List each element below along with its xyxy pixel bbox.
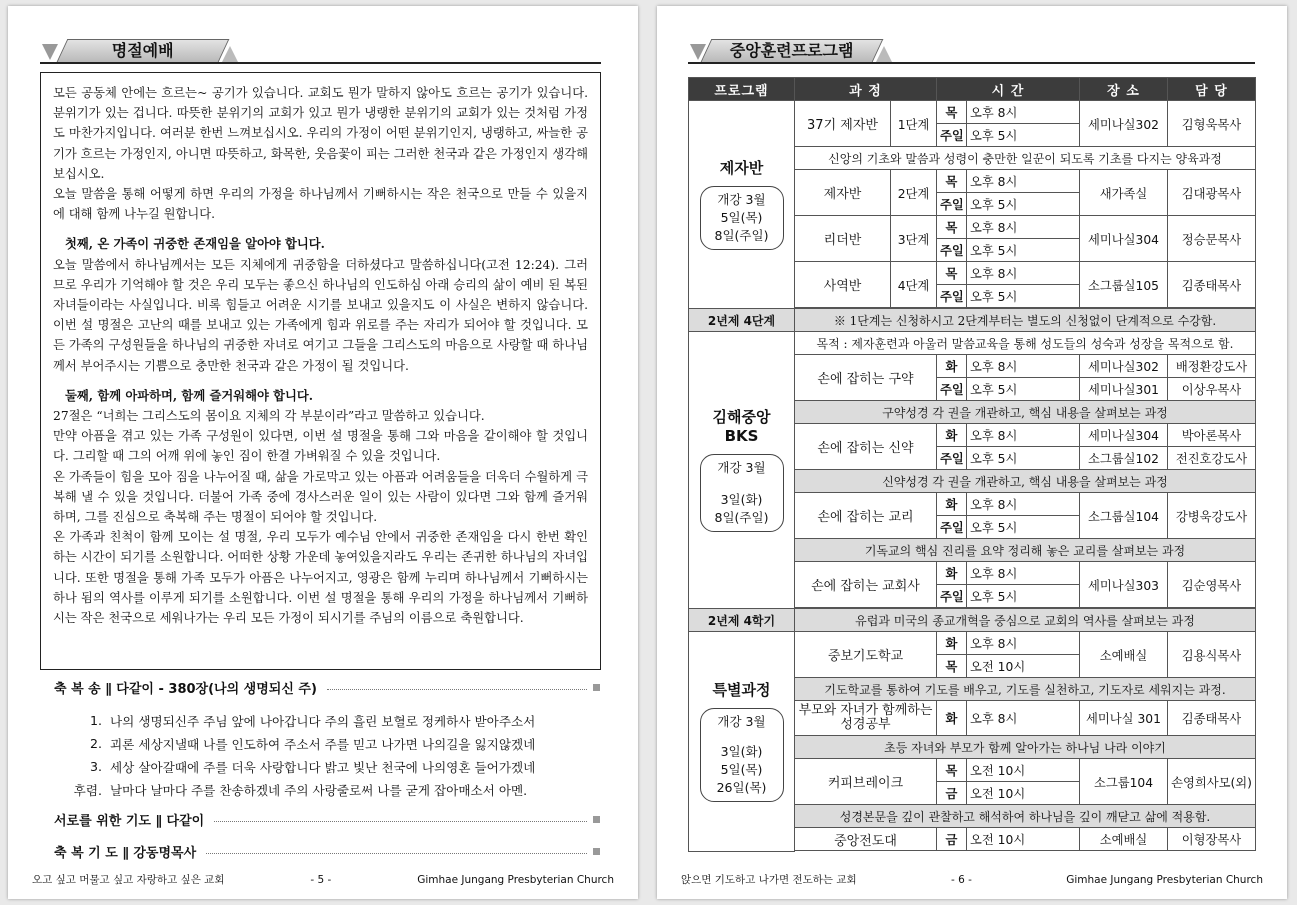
table-row: 특별과정 개강 3월 3일(화) 5일(목) 26일(목) 중보기도학교 화 오후 8시 소예배실 김용식목사 — [689, 632, 1256, 655]
training-schedule-table — [688, 77, 1256, 852]
table-row: 기도학교를 통하여 기도를 배우고, 기도를 실천하고, 기도자로 세워지는 과정. — [689, 678, 1256, 701]
program-disciple: 제자반 개강 3월 5일(목) 8일(주일) — [689, 101, 795, 309]
start-date-box: 개강 3월 5일(목) 8일(주일) — [700, 186, 784, 250]
table-row: 주일 오후 5시 — [689, 193, 1256, 216]
section-title-banner — [701, 39, 884, 62]
table-row: 손에 잡히는 구약 화 오후 8시 세미나실302 배정환강도사 — [689, 355, 1256, 378]
point-2-title: 둘째, 함께 아파하며, 함께 즐거워해야 합니다. — [65, 387, 314, 403]
header-place: 장 소 — [1080, 78, 1168, 101]
term-row: 2년제 4학기 유럽과 미국의 종교개혁을 중심으로 교회의 역사를 살펴보는 과정 — [689, 609, 1256, 632]
table-row: 사역반 4단계 목 오후 8시 소그룹실105 김종태목사 — [689, 262, 1256, 285]
table-row: 주일 오후 5시 — [689, 585, 1256, 608]
page-6 — [657, 6, 1287, 899]
sermon-text-box — [40, 72, 601, 670]
table-row: 제자반 개강 3월 5일(목) 8일(주일) 37기 제자반 1단계 목 오후 8시 세미나실302 김형욱목사 — [689, 101, 1256, 124]
table-header-row — [689, 78, 1256, 101]
prayer-heading-row — [54, 810, 600, 829]
page-number: - 6 - — [950, 873, 972, 886]
header-course: 과 정 — [795, 78, 937, 101]
start-date-box: 개강 3월 3일(화) 8일(주일) — [700, 454, 784, 532]
table-row: 주일 오후 5시 — [689, 239, 1256, 262]
table-row: 리더반 3단계 목 오후 8시 세미나실304 정승문목사 — [689, 216, 1256, 239]
section-header — [688, 38, 1255, 64]
table-row: 신약성경 각 권을 개관하고, 핵심 내용을 살펴보는 과정 — [689, 470, 1256, 493]
paragraph: 오늘 말씀을 통해 어떻게 하면 우리의 가정을 하나님께서 기뻐하시는 작은 천국으로 만들 수 있을지에 대해 함께 나누길 원합니다. — [53, 187, 588, 222]
point-2-line: 온 가족들이 힘을 모아 짐을 나누어질 때, 삶을 가로막고 있는 아픔과 어려움들을 더욱더 수월하게 극복해 낼 수 있을 것입니다. 더불어 가족 중에 경사스러운 일이 있는 사람이 있다면 그와 함께 즐거워하며, 그를 진심으로 축복해 주는 명절이 되어야 할 것입니다. — [53, 469, 588, 525]
table-row: 주일 오후 5시 — [689, 516, 1256, 539]
hymn-verse: 3. 세상 살아갈때에 주를 더욱 사랑합니다 밝고 빛난 천국에 나의영혼 들어가겠네 — [89, 759, 536, 775]
section-header — [40, 38, 601, 64]
section-title: 중앙훈련프로그램 — [729, 41, 854, 60]
table-row: 주일 오후 5시 — [689, 285, 1256, 308]
table-row: 손에 잡히는 신약 화 오후 8시 세미나실304 박아론목사 — [689, 424, 1256, 447]
table-row: 목 오전 10시 — [689, 655, 1256, 678]
table-row: 초등 자녀와 부모가 함께 알아가는 하나님 나라 이야기 — [689, 736, 1256, 759]
point-1-title: 첫째, 온 가족이 귀중한 존재임을 알아야 합니다. — [65, 236, 325, 252]
table-row: 주일 오후 5시 — [689, 124, 1256, 147]
program-special: 특별과정 개강 3월 3일(화) 5일(목) 26일(목) — [689, 632, 795, 852]
paragraph: 모든 공동체 안에는 흐르는~ 공기가 있습니다. 교회도 뭔가 말하지 않아도 흐르는 공기가 있습니다. 분위기가 있는 겁니다. 따뜻한 분위기의 교회가 있고 뭔가 냉랭한 분위기의 교회가 있는 것처럼 가정도 마찬가지입니다. 여러분 한번 느껴보십시오. 우리의 가정이 어떤 분위기인지, 냉랭하고, 싸늘한 공기가 흐르는 가정인지, 아니면 따뜻하고, 화목한, 웃음꽃이 피는 그러한 천국과 같은 가정인지 생각해 보십시오. — [53, 86, 588, 181]
table-row: 커피브레이크 목 오전 10시 소그룹104 손영희사모(외) — [689, 759, 1256, 782]
header-leader: 담 당 — [1168, 78, 1256, 101]
footer-motto: 앉으면 기도하고 나가면 전도하는 교회 — [681, 874, 857, 886]
table-row: 부모와 자녀가 함께하는 성경공부 화 오후 8시 세미나실 301 김종태목사 — [689, 701, 1256, 736]
point-2-line: 27절은 “너희는 그리스도의 몸이요 지체의 각 부분이라”라고 말씀하고 있습니다. — [53, 409, 485, 424]
table-row: 중앙전도대 금 오전 10시 소예배실 이형장목사 — [689, 828, 1256, 851]
blessing-heading: 축 복 기 도 ∥ 강동명목사 — [54, 846, 197, 861]
footer-motto: 오고 싶고 머물고 싶고 자랑하고 싶은 교회 — [32, 874, 225, 886]
table-row: 기독교의 핵심 진리를 요약 정리해 놓은 교리를 살펴보는 과정 — [689, 539, 1256, 562]
section-title-banner — [57, 39, 230, 62]
hymn-verse: 2. 괴론 세상지낼때 나를 인도하여 주소서 주를 믿고 나가면 나의길을 잃지않겠네 — [89, 736, 536, 752]
prayer-heading: 서로를 위한 기도 ∥ 다같이 — [54, 814, 205, 829]
hymn-heading: 축 복 송 ∥ 다같이 - 380장(나의 생명되신 주) — [54, 682, 317, 697]
hymn-verse: 1. 나의 생명되신주 주님 앞에 나아갑니다 주의 흘린 보혈로 정케하사 받아주소서 — [89, 713, 536, 729]
program-bks: 김해중앙 BKS 개강 3월 3일(화) 8일(주일) — [689, 332, 795, 609]
page-footer — [32, 872, 614, 887]
point-1-text: 오늘 말씀에서 하나님께서는 모든 지체에게 귀중함을 더하셨다고 말씀하십니다(고전 12:24). 그러므로 우리가 기억해야 할 것은 우리 모두는 좋으신 하나님의 인도하심 아래 승리의 삶이 예비 된 복된 자녀들이라는 사실입니다. 비록 힘들고 어려운 시기를 보내고 있을지도 이 사실은 변하지 않습니다. 이번 설 명절은 고난의 때를 보내고 있는 가족에게 힘과 위로를 주는 자리가 되어야 할 것입니다. 모든 가족의 구성원들을 하나님의 귀중한 자녀로 여기고 그들을 그리스도의 마음으로 사랑할 때 하나님께서 부어주시는 기쁨으로 충만한 천국과 같은 가정이 될 것입니다. — [53, 257, 588, 373]
page-footer — [681, 872, 1263, 887]
table-row: 손에 잡히는 교회사 화 오후 8시 세미나실303 김순영목사 — [689, 562, 1256, 585]
course-note: 신앙의 기초와 말씀과 성령이 충만한 일꾼이 되도록 기초를 다지는 양육과정 — [795, 147, 1256, 170]
blessing-heading-row — [54, 842, 600, 861]
hymn-heading-row — [54, 678, 600, 697]
table-row: 김해중앙 BKS 개강 3월 3일(화) 8일(주일) 목적 : 제자훈련과 아울러 말씀교육을 통해 성도들의 성숙과 성장을 목적으로 함. — [689, 332, 1256, 355]
point-2-line: 온 가족과 친척이 함께 모이는 설 명절, 우리 모두가 예수님 안에서 귀중한 존재임을 다시 한번 확인하는 시간이 되기를 소원합니다. 어떠한 상황 가운데 놓여있을지라도 우리는 존귀한 하나님의 자녀입니다. 또한 명절을 통해 가족 모두가 아픔은 나누어지고, 영광은 함께 누리며 하나님께서 기뻐하시는 하나 됨의 역사를 이루게 되기를 소원합니다. 이번 설 명절을 통해 우리의 가정을 하나님께서 기뻐하시는 작은 천국으로 세워나가는 우리 모든 가정이 되시기를 주님의 이름으로 축원합니다. — [53, 530, 588, 626]
church-name: Gimhae Jungang Presbyterian Church — [417, 873, 614, 886]
term-row: 2년제 4단계 ※ 1단계는 신청하시고 2단계부터는 별도의 신청없이 단계적으로 수강함. — [689, 309, 1256, 332]
table-row: 주일 오후 5시 세미나실301 이상우목사 — [689, 378, 1256, 401]
header-time: 시 간 — [937, 78, 1080, 101]
header-program: 프로그램 — [689, 78, 795, 101]
table-row: 금 오전 10시 — [689, 782, 1256, 805]
church-name: Gimhae Jungang Presbyterian Church — [1066, 873, 1263, 886]
table-row: 손에 잡히는 교리 화 오후 8시 소그룹실104 강병욱강도사 — [689, 493, 1256, 516]
hymn-verses — [58, 709, 603, 801]
table-row: 제자반 2단계 목 오후 8시 새가족실 김대광목사 — [689, 170, 1256, 193]
hymn-verse: 후렴. 날마다 날마다 주를 찬송하겠네 주의 사랑줄로써 나를 굳게 잡아매소서 아멘. — [73, 783, 528, 798]
start-date-box: 개강 3월 3일(화) 5일(목) 26일(목) — [700, 708, 784, 802]
section-title: 명절예배 — [111, 41, 174, 60]
point-2-line: 만약 아픔을 겪고 있는 가족 구성원이 있다면, 이번 설 명절을 통해 그와 마음을 같이해야 할 것입니다. 그리할 때 그의 어깨 위에 놓인 짐이 한결 가벼워질 수 있을 것입니다. — [53, 429, 588, 464]
page-5 — [8, 6, 638, 899]
table-row: 주일 오후 5시 소그룹실102 전진호강도사 — [689, 447, 1256, 470]
page-number: - 5 - — [310, 873, 332, 886]
table-row: 구약성경 각 권을 개관하고, 핵심 내용을 살펴보는 과정 — [689, 401, 1256, 424]
table-row: 성경본문을 깊이 관찰하고 해석하여 하나님을 깊이 깨닫고 삶에 적용함. — [689, 805, 1256, 828]
